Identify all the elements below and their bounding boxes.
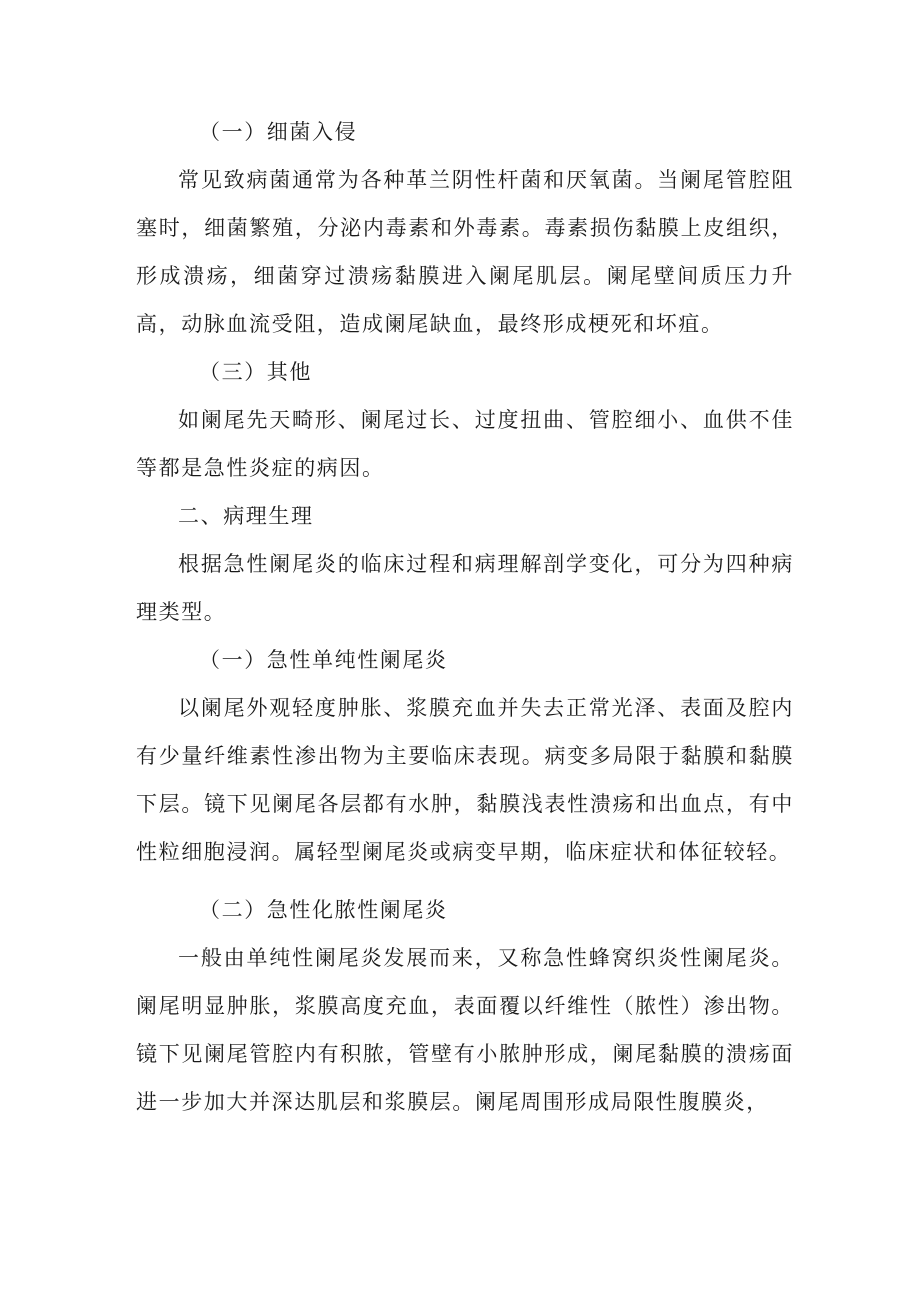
paragraph-other-causes: 如阑尾先天畸形、阑尾过长、过度扭曲、管腔细小、血供不佳等都是急性炎症的病因。 [136,408,794,480]
paragraph-pathology-types: 根据急性阑尾炎的临床过程和病理解剖学变化，可分为四种病理类型。 [136,552,794,624]
subheading-other-causes: （三）其他 [199,360,312,384]
paragraph-simple-appendicitis: 以阑尾外观轻度肿胀、浆膜充血并失去正常光泽、表面及腔内有少量纤维素性渗出物为主要临床表现。病变多局限于黏膜和黏膜下层。镜下见阑尾各层都有水肿，黏膜浅表性溃疡和出血点，有中性粒细胞浸润。属轻型阑尾炎或病变早期，临床症状和体征较轻。 [136,696,794,864]
subheading-simple-appendicitis: （一）急性单纯性阑尾炎 [199,648,448,672]
document-body [136,108,794,1126]
subheading-bacterial-invasion: （一）细菌入侵 [199,120,358,144]
paragraph-bacterial-invasion: 常见致病菌通常为各种革兰阴性杆菌和厌氧菌。当阑尾管腔阻塞时，细菌繁殖，分泌内毒素和外毒素。毒素损伤黏膜上皮组织，形成溃疡，细菌穿过溃疡黏膜进入阑尾肌层。阑尾壁间质压力升高，动脉血流受阻，造成阑尾缺血，最终形成梗死和坏疽。 [136,168,794,336]
subheading-suppurative-appendicitis: （二）急性化脓性阑尾炎 [199,898,448,922]
paragraph-suppurative-appendicitis: 一般由单纯性阑尾炎发展而来，又称急性蜂窝织炎性阑尾炎。阑尾明显肿胀，浆膜高度充血，表面覆以纤维性（脓性）渗出物。镜下见阑尾管腔内有积脓，管壁有小脓肿形成，阑尾黏膜的溃疡面进一步加大并深达肌层和浆膜层。阑尾周围形成局限性腹膜炎， [136,946,794,1114]
section-heading-pathophysiology: 二、病理生理 [178,504,314,528]
